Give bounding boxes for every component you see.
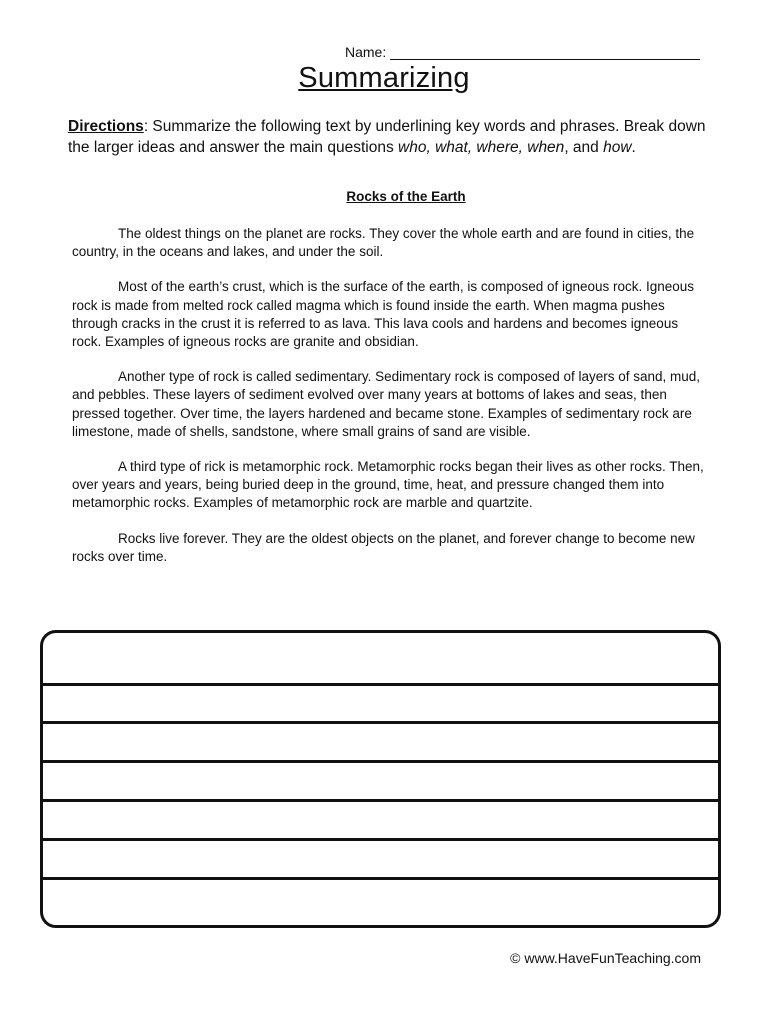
answer-line[interactable] bbox=[43, 838, 718, 841]
passage-paragraph: Another type of rock is called sedimentary. Sedimentary rock is composed of layers of sand, mud, and pebbles. These layers of sediment evolved over many years at bottoms of lakes and seas, then pressed together. Over time, the layers hardened and became stone. Examples of sedimentary rock are limestone, made of shells, sandstone, where small grains of sand are visible. bbox=[72, 369, 701, 439]
name-label: Name: bbox=[345, 44, 387, 60]
name-input-line[interactable] bbox=[390, 45, 700, 60]
passage bbox=[72, 225, 704, 583]
page-title: Summarizing bbox=[298, 62, 470, 94]
directions-text: : Summarize the following text by underlining key words and phrases. Break down the larger ideas and answer the main questions bbox=[68, 118, 706, 156]
answer-line[interactable] bbox=[43, 683, 718, 686]
passage-paragraph: Rocks live forever. They are the oldest objects on the planet, and forever change to become new rocks over time. bbox=[72, 530, 695, 564]
directions-questions: who, what, where, when bbox=[398, 139, 565, 156]
directions-and: , and bbox=[564, 139, 599, 156]
directions-label: Directions bbox=[68, 118, 144, 135]
copyright-footer: © www.HaveFunTeaching.com bbox=[510, 950, 701, 966]
answer-line[interactable] bbox=[43, 799, 718, 802]
answer-line[interactable] bbox=[43, 877, 718, 880]
passage-paragraph: The oldest things on the planet are rocks. They cover the whole earth and are found in cities, the country, in the oceans and lakes, and under the soil. bbox=[72, 226, 695, 260]
directions-how: how bbox=[603, 139, 632, 156]
passage-paragraph: A third type of rick is metamorphic rock. Metamorphic rocks began their lives as other rocks. Then, over years and years, being buried deep in the ground, time, heat, and pressure changed them into metamorphic rocks. Examples of metamorphic rock are marble and quartzite. bbox=[72, 459, 704, 511]
directions bbox=[68, 116, 708, 158]
answer-line[interactable] bbox=[43, 721, 718, 724]
answer-line[interactable] bbox=[43, 760, 718, 763]
directions-end: . bbox=[631, 139, 636, 156]
passage-paragraph: Most of the earth’s crust, which is the surface of the earth, is composed of igneous rock. Igneous rock is made from melted rock called magma which is found inside the earth. When magma pushes through cracks in the crust it is referred to as lava. This lava cools and hardens and becomes igneous rock. Examples of igneous rocks are granite and obsidian. bbox=[72, 279, 695, 350]
name-field[interactable] bbox=[345, 44, 700, 60]
passage-title: Rocks of the Earth bbox=[346, 189, 466, 204]
answer-box[interactable] bbox=[40, 630, 721, 928]
